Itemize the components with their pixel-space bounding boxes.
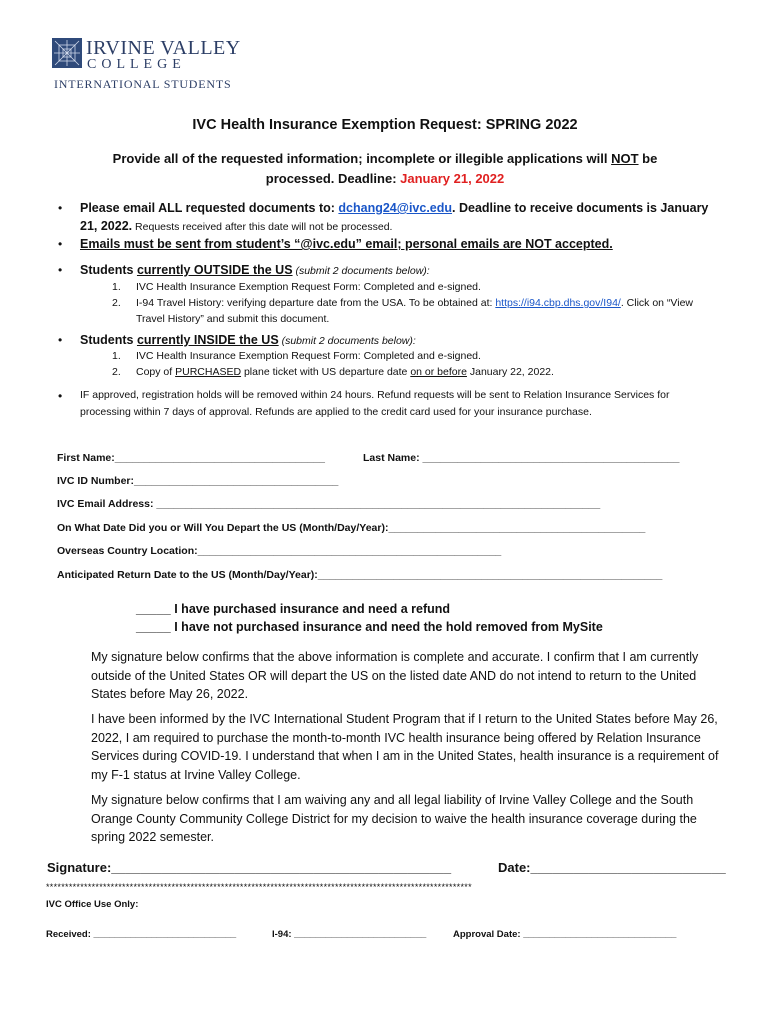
item-on-or-before: on or before bbox=[410, 366, 467, 378]
subtitle-text-1: Provide all of the requested information; incomplete or illegible applications will bbox=[112, 151, 612, 166]
outside-item-2 bbox=[112, 295, 712, 327]
document-subtitle bbox=[100, 149, 670, 189]
item-text-mid: plane ticket with US departure date bbox=[241, 366, 411, 378]
office-use-label: IVC Office Use Only: bbox=[46, 899, 139, 910]
logo-text-irvine-valley: IRVINE VALLEY bbox=[86, 37, 241, 59]
contact-email-link[interactable]: dchang24@ivc.edu bbox=[338, 201, 453, 215]
document-title: IVC Health Insurance Exemption Request: SPRING 2022 bbox=[192, 117, 578, 133]
return-date-field[interactable]: Anticipated Return Date to the US (Month/Day/Year):___________________________________________________________ bbox=[57, 569, 663, 581]
logo-text-international-students: INTERNATIONAL STUDENTS bbox=[54, 77, 232, 91]
bullet4-text-pre: Students bbox=[80, 333, 137, 347]
approval-date-field[interactable]: Approval Date: _____________________________ bbox=[453, 929, 677, 940]
last-name-field[interactable]: Last Name: ____________________________________________ bbox=[363, 452, 680, 464]
item-purchased: PURCHASED bbox=[175, 366, 242, 378]
bullet-symbol: • bbox=[58, 389, 63, 403]
logo-text-college: COLLEGE bbox=[87, 57, 186, 72]
ivc-email-field[interactable]: IVC Email Address: ____________________________________________________________________________ bbox=[57, 498, 601, 510]
purchased-insurance-option[interactable]: _____ I have purchased insurance and need a refund bbox=[136, 602, 451, 616]
college-emblem-icon bbox=[52, 38, 82, 68]
bullet-outside-us bbox=[80, 261, 720, 280]
bullet4-inside-us: currently INSIDE the US bbox=[136, 333, 279, 347]
bullet-symbol: • bbox=[58, 263, 63, 277]
bullet-symbol: • bbox=[58, 237, 63, 251]
inside-item-1 bbox=[112, 348, 712, 364]
bullet3-outside-us: currently OUTSIDE the US bbox=[136, 263, 293, 277]
item-text bbox=[136, 364, 712, 380]
item-text-pre: Copy of bbox=[136, 366, 176, 378]
confirmation-paragraph: My signature below confirms that the above information is complete and accurate. I confirm that I am currently outside of the United States OR will depart the US on the listed date AND do not intend to return to the United States before May 26, 2022. bbox=[91, 650, 699, 701]
not-purchased-insurance-option[interactable]: _____ I have not purchased insurance and need the hold removed from MySite bbox=[136, 620, 603, 634]
bullet4-note: (submit 2 documents below): bbox=[278, 335, 416, 347]
i94-field[interactable]: I-94: _________________________ bbox=[272, 929, 427, 940]
item-number: 2. bbox=[112, 366, 121, 378]
college-logo bbox=[52, 36, 241, 92]
bullet3-note: (submit 2 documents below): bbox=[292, 265, 430, 277]
liability-waiver-paragraph: My signature below confirms that I am waiving any and all legal liability of Irvine Valley College and the South Orange County Community College District for my decision to waive the health insurance coverage during the spring 2022 semester. bbox=[91, 793, 697, 844]
bullet-approval-note: IF approved, registration holds will be removed within 24 hours. Refund requests will be sent to Relation Insurance Services for processing within 7 days of approval. Refunds are applied to the credit card used for your insurance purchase. bbox=[80, 389, 670, 418]
item-text: IVC Health Insurance Exemption Request Form: Completed and e-signed. bbox=[136, 281, 481, 293]
signature-field[interactable]: Signature:_______________________________________________ bbox=[47, 860, 452, 875]
first-name-field[interactable]: First Name:____________________________________ bbox=[57, 452, 325, 464]
bullet1-text-post: . Deadline to receive documents is January 21, 2022. bbox=[80, 201, 709, 233]
item-text-post: January 22, 2022. bbox=[466, 366, 554, 378]
item-number: 2. bbox=[112, 297, 121, 309]
item-text-post: . Click on “View Travel History” and submit this document. bbox=[136, 297, 693, 325]
inside-item-2 bbox=[112, 364, 712, 380]
bullet1-text-pre: Please email ALL requested documents to: bbox=[80, 201, 339, 215]
deadline-date: January 21, 2022 bbox=[400, 171, 505, 186]
date-field[interactable]: Date:___________________________ bbox=[498, 860, 726, 875]
bullet-ivc-email-required: Emails must be sent from student’s “@ivc.edu” email; personal emails are NOT accepted. bbox=[80, 237, 613, 251]
outside-item-1 bbox=[112, 279, 712, 295]
i94-link[interactable]: https://i94.cbp.dhs.gov/I94/ bbox=[495, 297, 621, 309]
received-field[interactable]: Received: ___________________________ bbox=[46, 929, 237, 940]
item-text bbox=[136, 295, 712, 327]
insurance-requirement-paragraph: I have been informed by the IVC International Student Program that if I return to the United States before May 26, 2022, I am required to purchase the month-to-month IVC health insurance being offered by Relation Insurance Services during COVID-19. I understand that when I am in the United States, health insurance is a requirement of my F-1 status at Irvine Valley College. bbox=[91, 712, 719, 782]
subtitle-not: NOT bbox=[611, 151, 639, 166]
ivc-id-number-field[interactable]: IVC ID Number:___________________________________ bbox=[57, 475, 339, 487]
bullet1-small-note: Requests received after this date will not be processed. bbox=[132, 221, 393, 233]
item-text: IVC Health Insurance Exemption Request Form: Completed and e-signed. bbox=[136, 350, 481, 362]
divider-line: **************************************************************************************************************** bbox=[46, 882, 472, 892]
item-number: 1. bbox=[112, 350, 121, 362]
item-number: 1. bbox=[112, 281, 121, 293]
subtitle-text-2: be processed. Deadline: bbox=[265, 151, 658, 186]
bullet3-text-pre: Students bbox=[80, 263, 137, 277]
item-text-pre: I-94 Travel History: verifying departure date from the USA. To be obtained at: bbox=[136, 297, 496, 309]
overseas-country-field[interactable]: Overseas Country Location:____________________________________________________ bbox=[57, 545, 502, 557]
bullet-symbol: • bbox=[58, 333, 63, 347]
bullet-symbol: • bbox=[58, 201, 63, 215]
departure-date-field[interactable]: On What Date Did you or Will You Depart the US (Month/Day/Year):____________________________________________ bbox=[57, 522, 646, 534]
bullet-email-documents bbox=[80, 199, 720, 236]
